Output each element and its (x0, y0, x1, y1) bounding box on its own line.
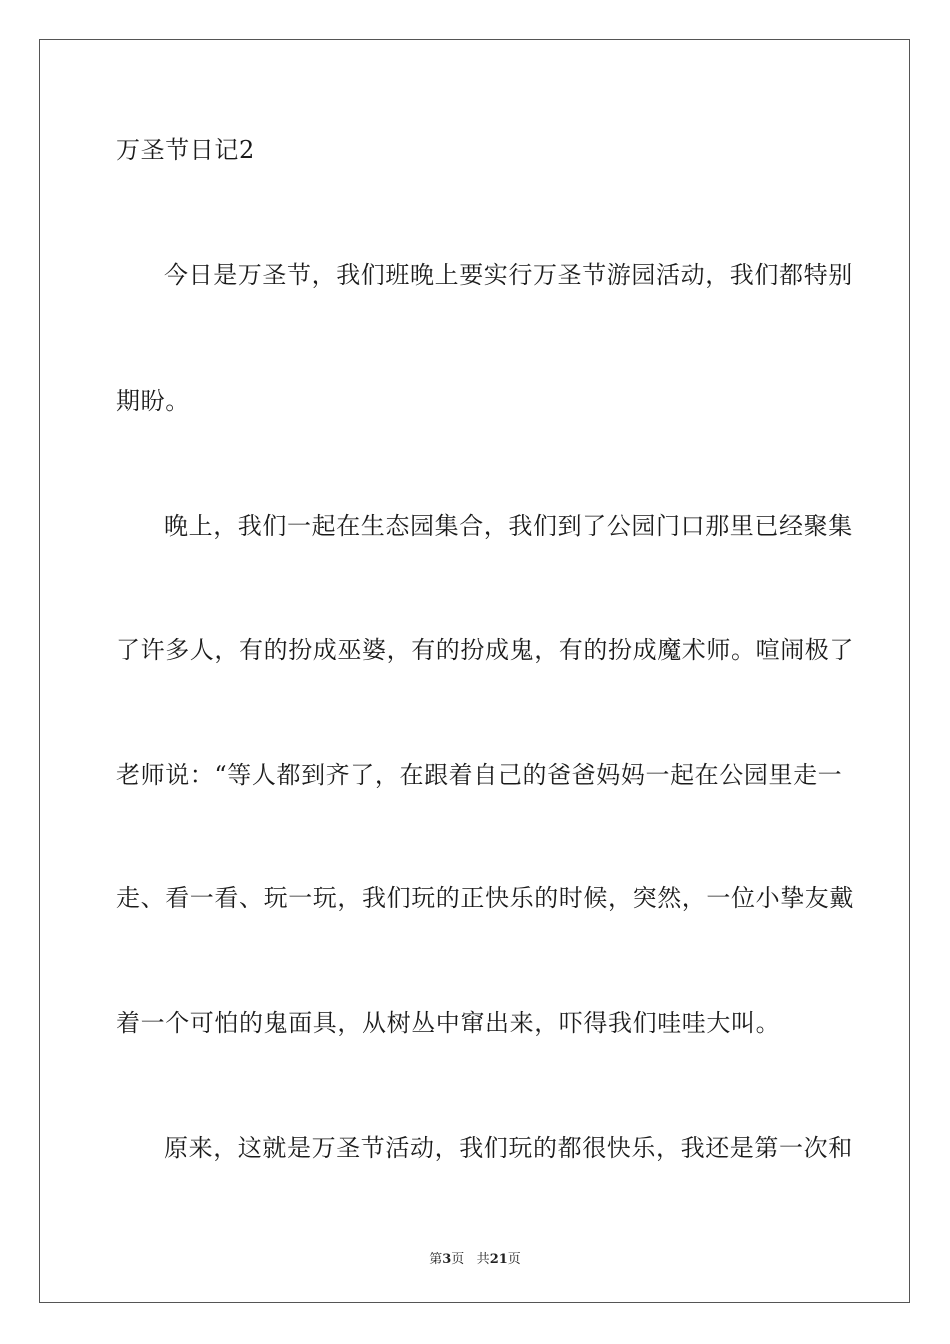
page-current: 3 (442, 1252, 452, 1267)
document-title: 万圣节日记2 (116, 136, 255, 164)
paragraph-line-8: 原来，这就是万圣节活动，我们玩的都很快乐，我还是第一次和 (164, 1134, 853, 1162)
page-border (39, 39, 910, 1303)
page-total: 21 (489, 1252, 508, 1267)
paragraph-line-3: 晚上，我们一起在生态园集合，我们到了公园门口那里已经聚集 (164, 512, 853, 540)
total-prefix: 共 (476, 1252, 490, 1267)
paragraph-line-6: 走、看一看、玩一玩，我们玩的正快乐的时候，突然，一位小挚友戴 (116, 884, 854, 912)
page-suffix: 页 (451, 1252, 465, 1267)
page-prefix: 第 (429, 1252, 443, 1267)
total-suffix: 页 (507, 1252, 521, 1267)
paragraph-line-5: 老师说：“等人都到齐了，在跟着自己的爸爸妈妈一起在公园里走一 (116, 761, 843, 789)
paragraph-line-1: 今日是万圣节，我们班晚上要实行万圣节游园活动，我们都特别 (164, 261, 853, 289)
paragraph-line-4: 了许多人，有的扮成巫婆，有的扮成鬼，有的扮成魔术师。喧闹极了 (116, 636, 854, 664)
paragraph-line-7: 着一个可怕的鬼面具，从树丛中窜出来，吓得我们哇哇大叫。 (116, 1009, 781, 1037)
page-footer (0, 1248, 950, 1267)
paragraph-line-2: 期盼。 (116, 387, 190, 415)
